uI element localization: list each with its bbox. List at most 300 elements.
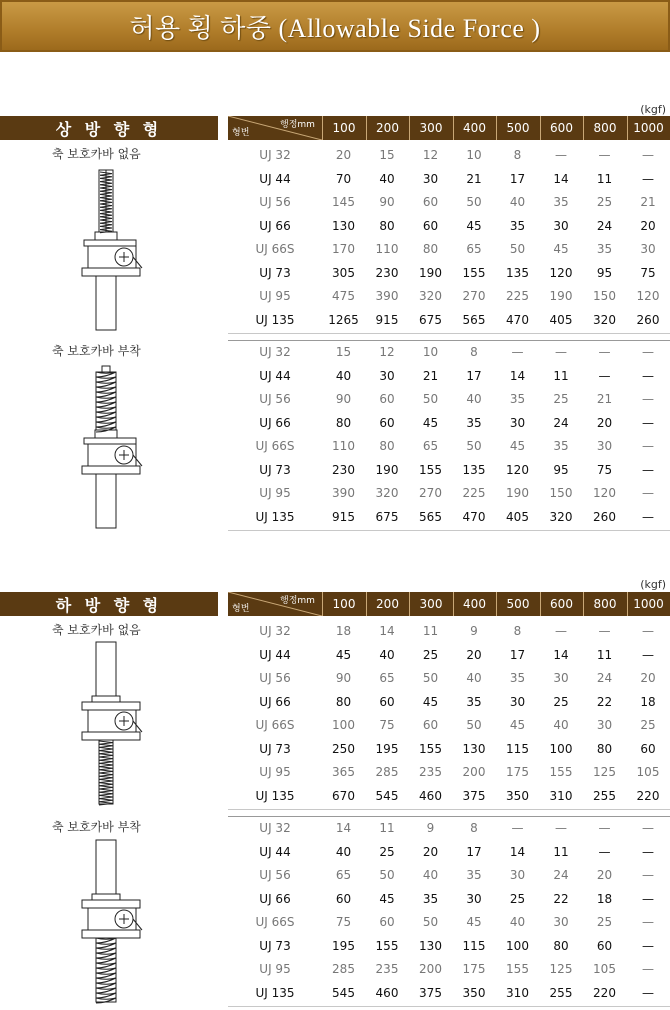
header-stroke-column: 100	[322, 116, 365, 140]
value-cell: 35	[466, 415, 482, 430]
value-cell: 125	[593, 765, 616, 779]
model-cell: UJ 95	[259, 765, 291, 779]
value-cell: 470	[462, 509, 486, 524]
model-cell: UJ 44	[259, 844, 291, 859]
value-cell: 30	[379, 368, 395, 383]
value-cell: 24	[553, 415, 569, 430]
value-cell: 110	[375, 242, 399, 256]
table-row	[228, 459, 670, 483]
value-cell: 8	[513, 624, 522, 638]
value-cell: 70	[335, 171, 352, 186]
header-stroke-column: 400	[453, 592, 496, 616]
value-cell: 40	[335, 368, 352, 383]
model-cell: UJ 56	[259, 868, 291, 882]
table-header	[228, 116, 670, 140]
value-cell: 155	[419, 741, 442, 756]
value-cell: 25	[553, 392, 569, 406]
value-cell: —	[555, 148, 567, 162]
value-cell: 405	[506, 509, 529, 524]
section-title: 상 방 향 형	[55, 119, 163, 139]
value-cell: 255	[593, 788, 616, 803]
table-bottom-line	[228, 333, 670, 334]
value-cell: —	[598, 624, 611, 638]
value-cell: 110	[332, 439, 355, 453]
value-cell: 460	[375, 985, 399, 1000]
model-cell: UJ 73	[259, 741, 291, 756]
value-cell: 12	[379, 345, 395, 359]
value-cell: 135	[462, 462, 486, 477]
value-cell: 470	[506, 312, 529, 327]
table-row	[228, 285, 670, 309]
value-cell: 65	[422, 439, 439, 453]
value-cell: 30	[596, 439, 613, 453]
value-cell: 21	[640, 195, 656, 209]
value-cell: 260	[636, 312, 660, 327]
value-cell: 18	[640, 694, 656, 709]
table-row	[228, 191, 670, 215]
value-cell: 25	[509, 891, 526, 906]
header-model-label: 형번	[232, 604, 250, 614]
value-cell: 60	[379, 392, 395, 406]
table-row	[228, 388, 670, 412]
model-cell: UJ 32	[259, 148, 291, 162]
model-cell: UJ 56	[259, 392, 291, 406]
value-cell: 190	[506, 486, 529, 500]
value-cell: 20	[640, 218, 656, 233]
value-cell: 45	[422, 415, 439, 430]
value-cell: 95	[553, 462, 569, 477]
value-cell: 320	[549, 509, 573, 524]
header-stroke-column: 300	[409, 592, 452, 616]
value-cell: —	[511, 821, 524, 835]
table-row	[228, 817, 670, 841]
value-cell: 60	[640, 741, 656, 756]
value-cell: 270	[419, 486, 442, 500]
value-cell: 675	[419, 312, 442, 327]
value-cell: 1265	[328, 312, 359, 327]
value-cell: 17	[466, 844, 482, 859]
value-cell: 130	[419, 938, 442, 953]
value-cell: 130	[462, 741, 486, 756]
value-cell: 175	[506, 765, 529, 779]
value-cell: 155	[375, 938, 399, 953]
value-cell: —	[511, 345, 524, 359]
value-cell: 155	[549, 765, 573, 779]
table-row	[228, 958, 670, 982]
value-cell: —	[642, 985, 654, 1000]
table-bottom-line	[228, 1006, 670, 1007]
header-corner-cell	[228, 592, 322, 616]
value-cell: 20	[640, 671, 656, 685]
page-title: 허용 횡 하중 (Allowable Side Force )	[129, 13, 541, 43]
value-cell: —	[642, 868, 654, 882]
model-cell: UJ 135	[255, 509, 295, 524]
value-cell: 50	[422, 392, 439, 406]
value-cell: 14	[509, 844, 526, 859]
value-cell: 21	[596, 392, 613, 406]
value-cell: 565	[462, 312, 486, 327]
data-table	[228, 144, 670, 332]
model-cell: UJ 66	[259, 694, 291, 709]
value-cell: 285	[375, 765, 399, 779]
value-cell: 100	[506, 938, 529, 953]
model-cell: UJ 66	[259, 218, 291, 233]
value-cell: 80	[379, 218, 395, 233]
value-cell: 115	[462, 938, 486, 953]
header-stroke-label: 행정mm	[280, 596, 315, 606]
value-cell: 50	[422, 915, 439, 929]
value-cell: 11	[553, 844, 569, 859]
value-cell: 50	[466, 195, 482, 209]
value-cell: 10	[422, 345, 439, 359]
value-cell: 45	[509, 718, 526, 732]
value-cell: 60	[422, 195, 439, 209]
value-cell: 40	[553, 718, 569, 732]
data-table	[228, 341, 670, 529]
value-cell: 40	[379, 647, 395, 662]
value-cell: 320	[593, 312, 616, 327]
value-cell: 235	[419, 765, 442, 779]
value-cell: 45	[553, 242, 569, 256]
value-cell: 17	[466, 368, 482, 383]
value-cell: 20	[335, 148, 352, 162]
screw-jack-with-cover-drawing	[78, 838, 168, 1010]
model-cell: UJ 66S	[255, 915, 295, 929]
value-cell: 25	[596, 195, 613, 209]
value-cell: 390	[332, 486, 355, 500]
value-cell: 365	[332, 765, 355, 779]
value-cell: 11	[596, 171, 613, 186]
value-cell: —	[642, 821, 654, 835]
table-row	[228, 435, 670, 459]
value-cell: 155	[462, 265, 486, 280]
value-cell: 40	[379, 171, 395, 186]
value-cell: 25	[379, 844, 395, 859]
value-cell: 675	[375, 509, 399, 524]
value-cell: —	[642, 962, 654, 976]
value-cell: 115	[506, 741, 529, 756]
value-cell: 405	[549, 312, 573, 327]
value-cell: —	[642, 915, 654, 929]
header-stroke-column: 500	[496, 116, 539, 140]
value-cell: 22	[553, 891, 569, 906]
value-cell: 35	[466, 694, 482, 709]
value-cell: 260	[593, 509, 616, 524]
value-cell: —	[642, 345, 654, 359]
value-cell: 40	[509, 195, 526, 209]
model-cell: UJ 95	[259, 289, 291, 303]
value-cell: 22	[596, 694, 613, 709]
value-cell: 915	[375, 312, 399, 327]
value-cell: 220	[636, 788, 660, 803]
value-cell: 105	[636, 765, 660, 779]
value-cell: 320	[375, 486, 399, 500]
table-bottom-line	[228, 530, 670, 531]
table-row	[228, 168, 670, 192]
screw-jack-drawing	[78, 640, 168, 814]
model-cell: UJ 32	[259, 821, 291, 835]
value-cell: 24	[596, 218, 613, 233]
header-stroke-column: 100	[322, 592, 365, 616]
value-cell: 90	[335, 392, 352, 406]
value-cell: 545	[375, 788, 399, 803]
value-cell: 11	[553, 368, 569, 383]
value-cell: 14	[509, 368, 526, 383]
value-cell: 390	[375, 289, 399, 303]
value-cell: 30	[422, 171, 439, 186]
value-cell: 14	[553, 647, 569, 662]
value-cell: 35	[509, 218, 526, 233]
value-cell: 100	[549, 741, 573, 756]
table-bottom-line	[228, 809, 670, 810]
value-cell: 105	[593, 962, 616, 976]
value-cell: 130	[332, 218, 355, 233]
section-title-bar	[0, 116, 218, 140]
model-cell: UJ 73	[259, 265, 291, 280]
model-cell: UJ 44	[259, 171, 291, 186]
value-cell: 150	[549, 486, 573, 500]
value-cell: 350	[506, 788, 529, 803]
value-cell: 10	[466, 148, 482, 162]
value-cell: 24	[553, 868, 569, 882]
value-cell: 155	[506, 962, 529, 976]
value-cell: —	[642, 415, 654, 430]
header-stroke-column: 600	[540, 592, 583, 616]
value-cell: —	[642, 844, 654, 859]
value-cell: 24	[596, 671, 613, 685]
value-cell: 80	[553, 938, 569, 953]
value-cell: —	[598, 844, 611, 859]
value-cell: 35	[596, 242, 613, 256]
value-cell: 21	[466, 171, 482, 186]
value-cell: 475	[332, 289, 355, 303]
value-cell: —	[642, 368, 654, 383]
value-cell: 30	[509, 415, 526, 430]
table-row	[228, 215, 670, 239]
table-row	[228, 262, 670, 286]
value-cell: 120	[593, 486, 616, 500]
table-row	[228, 341, 670, 365]
value-cell: —	[555, 821, 567, 835]
value-cell: 145	[332, 195, 355, 209]
header-corner-cell	[228, 116, 322, 140]
value-cell: 195	[375, 741, 399, 756]
value-cell: 9	[426, 821, 435, 835]
value-cell: —	[642, 462, 654, 477]
value-cell: 30	[640, 242, 656, 256]
section-title-bar	[0, 592, 218, 616]
value-cell: 60	[379, 415, 395, 430]
unit-label: (kgf)	[640, 103, 666, 116]
value-cell: 80	[335, 415, 352, 430]
value-cell: 310	[506, 985, 529, 1000]
value-cell: 9	[470, 624, 478, 638]
table-row	[228, 238, 670, 262]
value-cell: 155	[419, 462, 442, 477]
model-cell: UJ 44	[259, 647, 291, 662]
value-cell: 25	[422, 647, 439, 662]
value-cell: 175	[462, 962, 486, 976]
table-header	[228, 592, 670, 616]
header-stroke-column: 400	[453, 116, 496, 140]
value-cell: 12	[422, 148, 439, 162]
model-cell: UJ 95	[259, 962, 291, 976]
page-title-banner	[0, 0, 670, 52]
header-stroke-column: 200	[366, 116, 409, 140]
value-cell: —	[642, 439, 654, 453]
value-cell: —	[642, 891, 654, 906]
value-cell: 375	[419, 985, 442, 1000]
value-cell: —	[642, 509, 654, 524]
value-cell: 305	[332, 265, 355, 280]
table-row	[228, 761, 670, 785]
header-stroke-column: 800	[583, 116, 626, 140]
value-cell: 545	[332, 985, 355, 1000]
value-cell: 190	[375, 462, 399, 477]
value-cell: 235	[375, 962, 399, 976]
model-cell: UJ 95	[259, 486, 291, 500]
table-row	[228, 667, 670, 691]
table-row	[228, 482, 670, 506]
value-cell: 14	[553, 171, 569, 186]
value-cell: 25	[553, 694, 569, 709]
value-cell: 45	[509, 439, 526, 453]
value-cell: 30	[553, 218, 569, 233]
value-cell: 40	[466, 392, 482, 406]
screw-jack-drawing	[78, 164, 168, 338]
model-cell: UJ 32	[259, 345, 291, 359]
value-cell: 285	[332, 962, 355, 976]
data-table	[228, 817, 670, 1005]
table-row	[228, 738, 670, 762]
header-stroke-label: 행정mm	[280, 120, 315, 130]
header-stroke-column: 600	[540, 116, 583, 140]
value-cell: 195	[332, 938, 355, 953]
value-cell: 8	[470, 345, 478, 359]
value-cell: 90	[335, 671, 352, 685]
header-model-label: 형번	[232, 128, 250, 138]
value-cell: —	[642, 392, 654, 406]
model-cell: UJ 66S	[255, 242, 295, 256]
header-stroke-column: 1000	[627, 592, 670, 616]
value-cell: —	[598, 148, 611, 162]
value-cell: 75	[596, 462, 613, 477]
value-cell: 35	[509, 392, 526, 406]
value-cell: 45	[466, 218, 482, 233]
value-cell: 250	[332, 741, 355, 756]
group-label: 축 보호카바 부착	[52, 344, 141, 358]
header-stroke-column: 500	[496, 592, 539, 616]
value-cell: 80	[379, 439, 395, 453]
value-cell: 20	[422, 844, 439, 859]
model-cell: UJ 56	[259, 195, 291, 209]
value-cell: 14	[379, 624, 395, 638]
table-row	[228, 714, 670, 738]
value-cell: 21	[422, 368, 439, 383]
value-cell: 320	[419, 289, 442, 303]
value-cell: 20	[596, 415, 613, 430]
value-cell: 50	[379, 868, 395, 882]
value-cell: 40	[335, 844, 352, 859]
table-row	[228, 864, 670, 888]
table-row	[228, 620, 670, 644]
model-cell: UJ 66S	[255, 439, 295, 453]
value-cell: —	[642, 148, 654, 162]
model-cell: UJ 73	[259, 938, 291, 953]
model-cell: UJ 44	[259, 368, 291, 383]
value-cell: 30	[466, 891, 482, 906]
value-cell: 14	[335, 821, 352, 835]
value-cell: 17	[509, 647, 526, 662]
value-cell: 90	[379, 195, 395, 209]
model-cell: UJ 66S	[255, 718, 295, 732]
table-row	[228, 309, 670, 333]
value-cell: 35	[422, 891, 439, 906]
value-cell: 11	[422, 624, 439, 638]
value-cell: —	[598, 368, 611, 383]
model-cell: UJ 32	[259, 624, 291, 638]
unit-label: (kgf)	[640, 578, 666, 591]
value-cell: 50	[466, 439, 482, 453]
value-cell: —	[642, 171, 654, 186]
table-row	[228, 935, 670, 959]
value-cell: 225	[462, 486, 486, 500]
table-row	[228, 785, 670, 809]
value-cell: 75	[640, 265, 656, 280]
value-cell: 220	[593, 985, 616, 1000]
value-cell: 65	[466, 242, 482, 256]
value-cell: 80	[596, 741, 613, 756]
value-cell: 230	[375, 265, 399, 280]
model-cell: UJ 135	[255, 788, 295, 803]
value-cell: 25	[596, 915, 613, 929]
value-cell: 670	[332, 788, 355, 803]
value-cell: 100	[332, 718, 355, 732]
value-cell: 565	[419, 509, 442, 524]
value-cell: 60	[335, 891, 352, 906]
value-cell: —	[642, 647, 654, 662]
value-cell: 375	[462, 788, 486, 803]
value-cell: 35	[466, 868, 482, 882]
header-stroke-column: 200	[366, 592, 409, 616]
group-label: 축 보호카바 없음	[52, 147, 141, 161]
value-cell: 8	[470, 821, 478, 835]
value-cell: 150	[593, 289, 616, 303]
value-cell: 17	[509, 171, 526, 186]
data-table	[228, 620, 670, 808]
header-stroke-column: 300	[409, 116, 452, 140]
value-cell: 30	[509, 868, 526, 882]
value-cell: 30	[553, 671, 569, 685]
model-cell: UJ 73	[259, 462, 291, 477]
value-cell: 35	[509, 671, 526, 685]
value-cell: 350	[462, 985, 486, 1000]
value-cell: 40	[422, 868, 439, 882]
value-cell: 60	[422, 218, 439, 233]
value-cell: 35	[553, 195, 569, 209]
value-cell: 60	[422, 718, 439, 732]
value-cell: 30	[509, 694, 526, 709]
model-cell: UJ 135	[255, 985, 295, 1000]
value-cell: 60	[379, 694, 395, 709]
value-cell: 50	[466, 718, 482, 732]
value-cell: 135	[506, 265, 529, 280]
value-cell: —	[642, 624, 654, 638]
value-cell: 225	[506, 289, 529, 303]
value-cell: 15	[379, 148, 395, 162]
model-cell: UJ 66	[259, 891, 291, 906]
value-cell: 80	[335, 694, 352, 709]
